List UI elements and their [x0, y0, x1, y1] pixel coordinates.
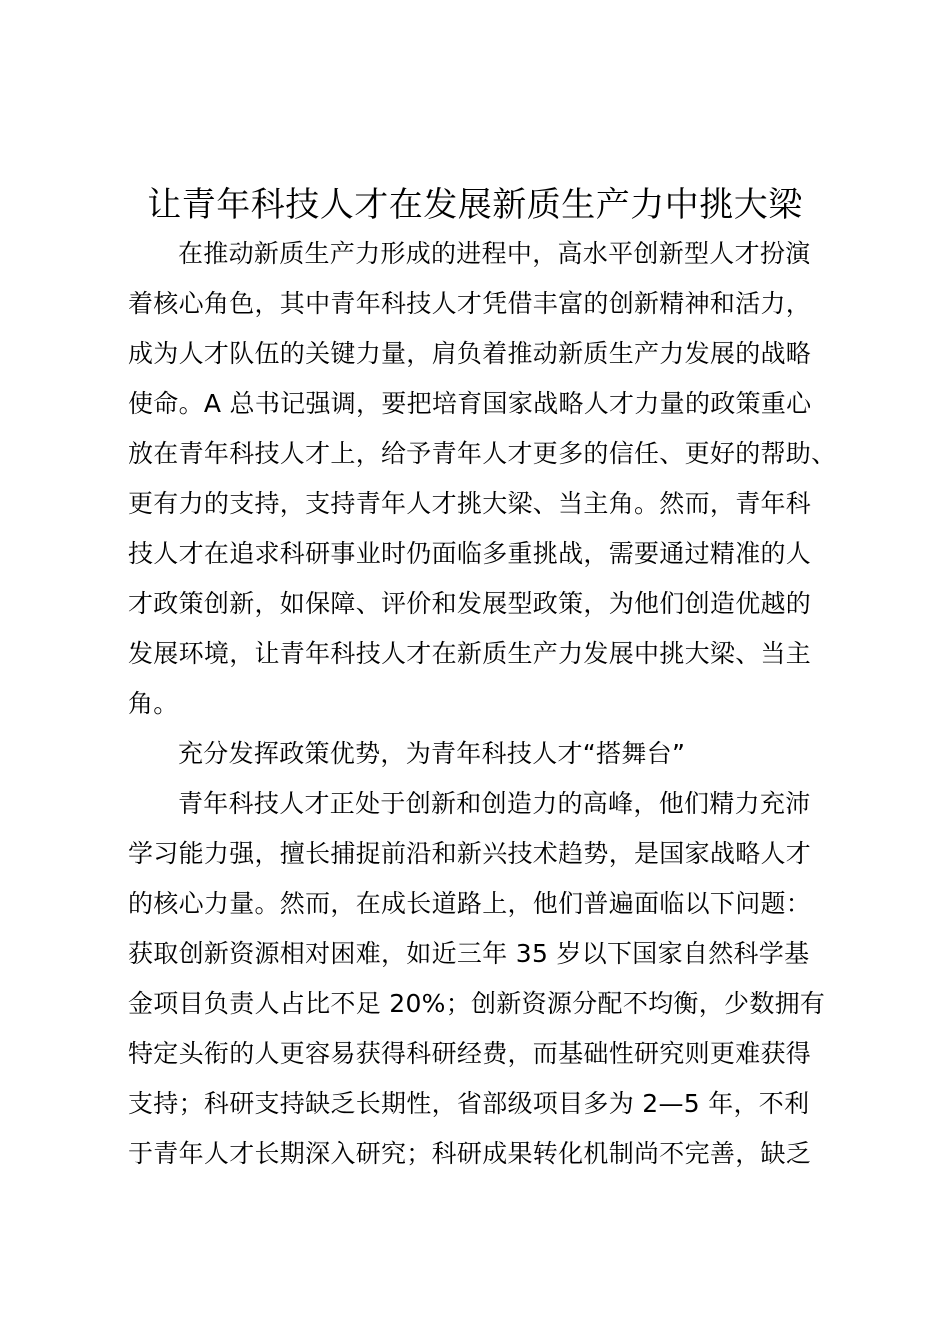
paragraph-3-line-1: 青年科技人才正处于创新和创造力的高峰，他们精力充沛 — [178, 789, 811, 818]
paragraph-1-line-2: 着核心角色，其中青年科技人才凭借丰富的创新精神和活力， — [128, 289, 812, 318]
paragraph-1-line-8: 才政策创新，如保障、评价和发展型政策，为他们创造优越的 — [128, 589, 812, 618]
paragraph-1-line-7: 技人才在追求科研事业时仍面临多重挑战，需要通过精准的人 — [128, 539, 812, 568]
paragraph-3-line-7: 支持；科研支持缺乏长期性，省部级项目多为 2—5 年，不利 — [128, 1089, 810, 1118]
paragraph-3-line-6: 特定头衔的人更容易获得科研经费，而基础性研究则更难获得 — [128, 1039, 812, 1068]
paragraph-3-line-8: 于青年人才长期深入研究；科研成果转化机制尚不完善，缺乏 — [128, 1139, 812, 1168]
paragraph-1-line-4: 使命。A 总书记强调，要把培育国家战略人才力量的政策重心 — [128, 389, 812, 418]
paragraph-3-line-4: 获取创新资源相对困难，如近三年 35 岁以下国家自然科学基 — [128, 939, 810, 968]
paragraph-3-line-3: 的核心力量。然而，在成长道路上，他们普遍面临以下问题： — [128, 889, 812, 918]
document-title: 让青年科技人才在发展新质生产力中挑大梁 — [147, 185, 803, 225]
section-heading: 充分发挥政策优势，为青年科技人才“搭舞台” — [178, 739, 686, 768]
paragraph-1-line-3: 成为人才队伍的关键力量，肩负着推动新质生产力发展的战略 — [128, 339, 812, 368]
paragraph-1-line-6: 更有力的支持，支持青年人才挑大梁、当主角。然而，青年科 — [128, 489, 812, 518]
paragraph-1-line-10: 角。 — [128, 689, 179, 718]
paragraph-1-line-5: 放在青年科技人才上，给予青年人才更多的信任、更好的帮助、 — [128, 439, 837, 468]
paragraph-3-line-2: 学习能力强，擅长捕捉前沿和新兴技术趋势，是国家战略人才 — [128, 839, 812, 868]
paragraph-1-line-9: 发展环境，让青年科技人才在新质生产力发展中挑大梁、当主 — [128, 639, 812, 668]
paragraph-3-line-5: 金项目负责人占比不足 20%；创新资源分配不均衡，少数拥有 — [128, 989, 826, 1018]
paragraph-1-line-1: 在推动新质生产力形成的进程中，高水平创新型人才扮演 — [178, 239, 811, 268]
